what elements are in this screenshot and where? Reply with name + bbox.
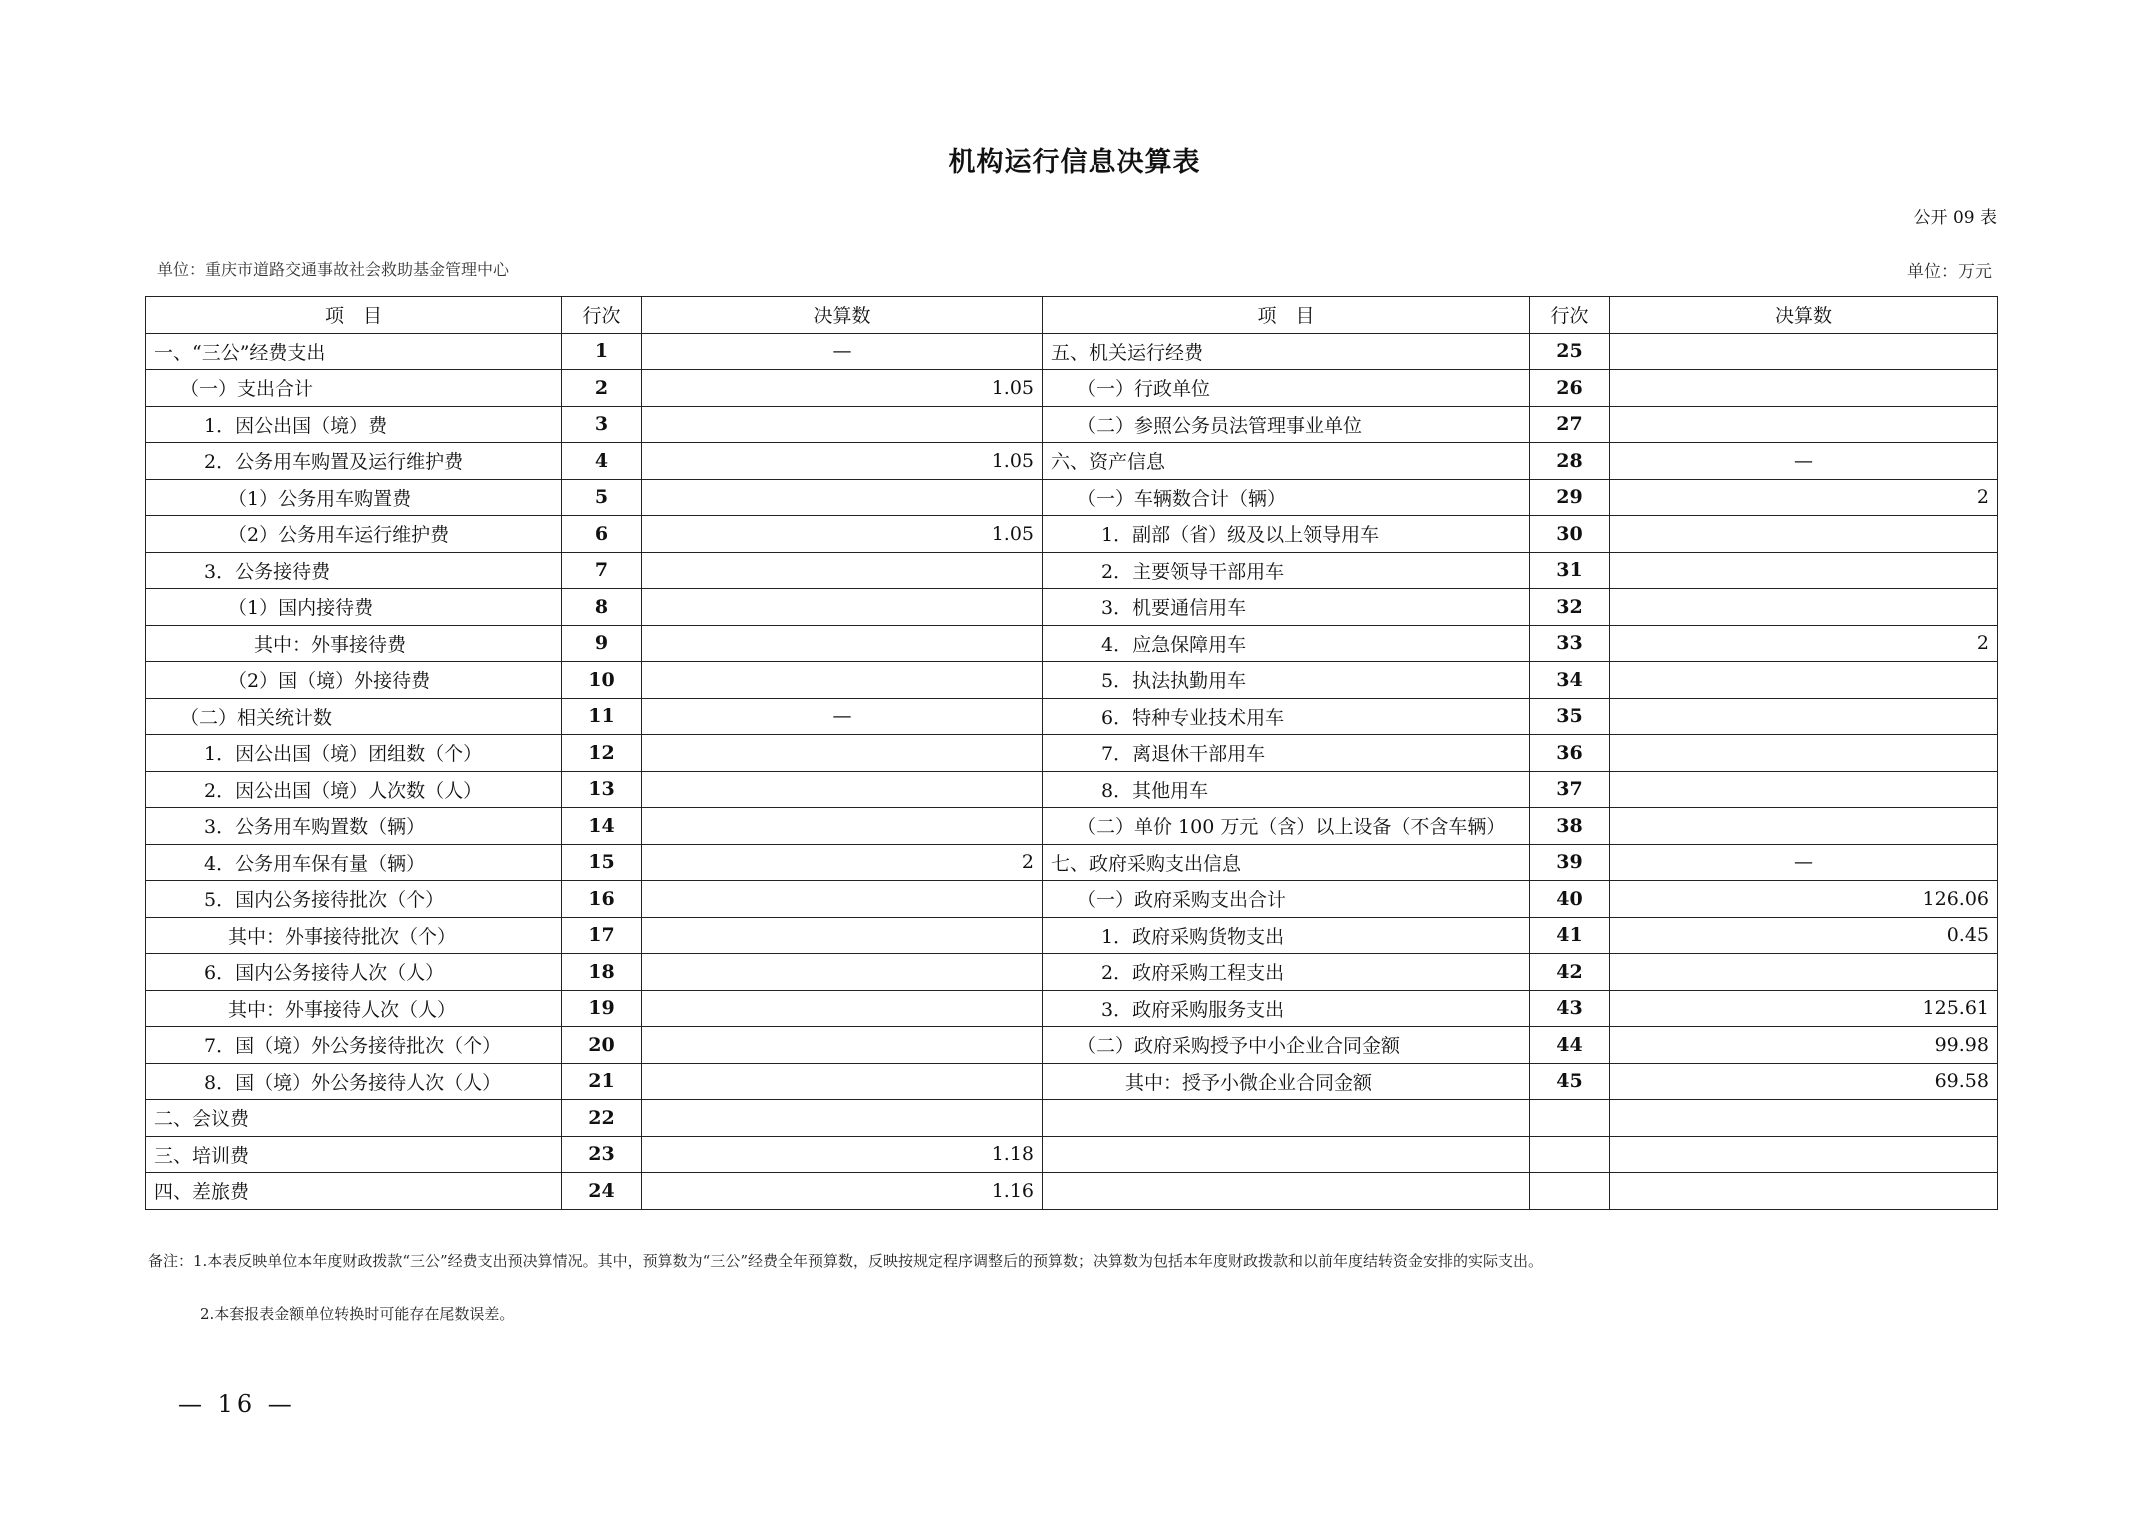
left-item-label: 1．因公出国（境）团组数（个） xyxy=(146,735,562,772)
table-row xyxy=(146,1027,1998,1064)
right-row-number: 40 xyxy=(1530,881,1610,918)
right-item-label: 6．特种专业技术用车 xyxy=(1043,698,1530,735)
right-amount xyxy=(1610,1100,1998,1137)
right-item-label: 8．其他用车 xyxy=(1043,771,1530,808)
page-title: 机构运行信息决算表 xyxy=(948,147,1201,178)
left-amount xyxy=(642,990,1043,1027)
right-row-number: 33 xyxy=(1530,625,1610,662)
right-row-number xyxy=(1530,1173,1610,1210)
right-item-label: 其中：授予小微企业合同金额 xyxy=(1043,1063,1530,1100)
right-amount xyxy=(1610,370,1998,407)
right-row-number: 45 xyxy=(1530,1063,1610,1100)
right-amount xyxy=(1610,771,1998,808)
currency-unit: 单位：万元 xyxy=(1907,262,1992,282)
left-amount xyxy=(642,552,1043,589)
header-item-right: 项 目 xyxy=(1043,297,1530,334)
form-code: 公开 09 表 xyxy=(1913,208,1997,228)
table-row xyxy=(146,589,1998,626)
right-row-number: 42 xyxy=(1530,954,1610,991)
left-amount xyxy=(642,917,1043,954)
table-row xyxy=(146,917,1998,954)
right-row-number xyxy=(1530,1100,1610,1137)
right-item-label: 3．机要通信用车 xyxy=(1043,589,1530,626)
right-item-label xyxy=(1043,1136,1530,1173)
right-item-label: 3．政府采购服务支出 xyxy=(1043,990,1530,1027)
right-amount xyxy=(1610,552,1998,589)
table-row xyxy=(146,1173,1998,1210)
page-number: — 16 — xyxy=(178,1390,296,1418)
right-row-number: 34 xyxy=(1530,662,1610,699)
left-row-number: 12 xyxy=(562,735,642,772)
left-item-label: 8．国（境）外公务接待人次（人） xyxy=(146,1063,562,1100)
left-item-label: 7．国（境）外公务接待批次（个） xyxy=(146,1027,562,1064)
left-row-number: 15 xyxy=(562,844,642,881)
left-item-label: 1．因公出国（境）费 xyxy=(146,406,562,443)
footnote-2: 2.本套报表金额单位转换时可能存在尾数误差。 xyxy=(200,1305,515,1323)
left-item-label: （2）国（境）外接待费 xyxy=(146,662,562,699)
right-amount xyxy=(1610,954,1998,991)
left-row-number: 4 xyxy=(562,443,642,480)
right-amount xyxy=(1610,589,1998,626)
left-amount xyxy=(642,1100,1043,1137)
left-row-number: 7 xyxy=(562,552,642,589)
left-item-label: 二、会议费 xyxy=(146,1100,562,1137)
table-row xyxy=(146,771,1998,808)
table-row xyxy=(146,625,1998,662)
left-item-label: 2．因公出国（境）人次数（人） xyxy=(146,771,562,808)
left-item-label: 其中：外事接待费 xyxy=(146,625,562,662)
table-row xyxy=(146,844,1998,881)
left-amount xyxy=(642,771,1043,808)
left-amount xyxy=(642,589,1043,626)
right-row-number: 39 xyxy=(1530,844,1610,881)
table-header-row xyxy=(146,297,1998,334)
left-row-number: 11 xyxy=(562,698,642,735)
right-row-number: 29 xyxy=(1530,479,1610,516)
right-item-label: （二）单价 100 万元（含）以上设备（不含车辆） xyxy=(1043,808,1530,845)
right-item-label: （二）参照公务员法管理事业单位 xyxy=(1043,406,1530,443)
right-item-label: 7．离退休干部用车 xyxy=(1043,735,1530,772)
left-row-number: 2 xyxy=(562,370,642,407)
right-amount xyxy=(1610,735,1998,772)
left-row-number: 8 xyxy=(562,589,642,626)
right-row-number: 37 xyxy=(1530,771,1610,808)
right-item-label: 1．政府采购货物支出 xyxy=(1043,917,1530,954)
left-row-number: 22 xyxy=(562,1100,642,1137)
left-item-label: （一）支出合计 xyxy=(146,370,562,407)
left-amount: 1.05 xyxy=(642,443,1043,480)
right-amount: 0.45 xyxy=(1610,917,1998,954)
right-item-label: 七、政府采购支出信息 xyxy=(1043,844,1530,881)
left-item-label: （1）公务用车购置费 xyxy=(146,479,562,516)
right-row-number: 30 xyxy=(1530,516,1610,553)
table-row xyxy=(146,1063,1998,1100)
right-row-number: 31 xyxy=(1530,552,1610,589)
left-item-label: （2）公务用车运行维护费 xyxy=(146,516,562,553)
table-row xyxy=(146,990,1998,1027)
left-item-label: 3．公务接待费 xyxy=(146,552,562,589)
header-item-left: 项 目 xyxy=(146,297,562,334)
table-row xyxy=(146,333,1998,370)
right-item-label: 2．政府采购工程支出 xyxy=(1043,954,1530,991)
left-row-number: 20 xyxy=(562,1027,642,1064)
left-row-number: 5 xyxy=(562,479,642,516)
left-row-number: 23 xyxy=(562,1136,642,1173)
left-amount xyxy=(642,735,1043,772)
left-item-label: 4．公务用车保有量（辆） xyxy=(146,844,562,881)
left-row-number: 9 xyxy=(562,625,642,662)
left-amount: 2 xyxy=(642,844,1043,881)
left-item-label: 其中：外事接待批次（个） xyxy=(146,917,562,954)
right-amount xyxy=(1610,516,1998,553)
table-row xyxy=(146,443,1998,480)
right-amount xyxy=(1610,698,1998,735)
left-item-label: 6．国内公务接待人次（人） xyxy=(146,954,562,991)
right-row-number: 27 xyxy=(1530,406,1610,443)
right-amount: 69.58 xyxy=(1610,1063,1998,1100)
right-item-label: 五、机关运行经费 xyxy=(1043,333,1530,370)
left-row-number: 1 xyxy=(562,333,642,370)
table-row xyxy=(146,662,1998,699)
right-amount: 125.61 xyxy=(1610,990,1998,1027)
left-row-number: 17 xyxy=(562,917,642,954)
right-row-number: 38 xyxy=(1530,808,1610,845)
reporting-unit: 单位：重庆市道路交通事故社会救助基金管理中心 xyxy=(157,260,510,279)
table-row xyxy=(146,1136,1998,1173)
table-row xyxy=(146,808,1998,845)
left-row-number: 6 xyxy=(562,516,642,553)
left-amount xyxy=(642,954,1043,991)
left-amount xyxy=(642,479,1043,516)
left-amount xyxy=(642,1027,1043,1064)
left-row-number: 19 xyxy=(562,990,642,1027)
left-row-number: 14 xyxy=(562,808,642,845)
right-item-label: （一）行政单位 xyxy=(1043,370,1530,407)
right-row-number: 32 xyxy=(1530,589,1610,626)
left-amount: — xyxy=(642,698,1043,735)
left-row-number: 13 xyxy=(562,771,642,808)
header-amount-left: 决算数 xyxy=(642,297,1043,334)
left-amount: 1.05 xyxy=(642,516,1043,553)
header-rowno-left: 行次 xyxy=(562,297,642,334)
table-row xyxy=(146,881,1998,918)
right-amount xyxy=(1610,1173,1998,1210)
left-item-label: 2．公务用车购置及运行维护费 xyxy=(146,443,562,480)
left-amount: 1.16 xyxy=(642,1173,1043,1210)
right-amount: 126.06 xyxy=(1610,881,1998,918)
left-amount: 1.05 xyxy=(642,370,1043,407)
left-row-number: 3 xyxy=(562,406,642,443)
left-item-label: 三、培训费 xyxy=(146,1136,562,1173)
left-item-label: 3．公务用车购置数（辆） xyxy=(146,808,562,845)
left-amount: — xyxy=(642,333,1043,370)
right-amount: 2 xyxy=(1610,479,1998,516)
table-row xyxy=(146,735,1998,772)
right-amount: — xyxy=(1610,443,1998,480)
right-amount: — xyxy=(1610,844,1998,881)
right-amount: 99.98 xyxy=(1610,1027,1998,1064)
header-amount-right: 决算数 xyxy=(1610,297,1998,334)
left-item-label: 5．国内公务接待批次（个） xyxy=(146,881,562,918)
table-row xyxy=(146,552,1998,589)
left-item-label: 一、“三公”经费支出 xyxy=(146,333,562,370)
left-amount xyxy=(642,1063,1043,1100)
right-row-number: 36 xyxy=(1530,735,1610,772)
left-row-number: 10 xyxy=(562,662,642,699)
right-row-number: 25 xyxy=(1530,333,1610,370)
left-amount xyxy=(642,808,1043,845)
right-item-label: 2．主要领导干部用车 xyxy=(1043,552,1530,589)
left-amount xyxy=(642,625,1043,662)
table-row xyxy=(146,954,1998,991)
right-row-number: 28 xyxy=(1530,443,1610,480)
right-item-label: （一）车辆数合计（辆） xyxy=(1043,479,1530,516)
table-row xyxy=(146,370,1998,407)
right-item-label: 六、资产信息 xyxy=(1043,443,1530,480)
left-row-number: 16 xyxy=(562,881,642,918)
table-row xyxy=(146,516,1998,553)
right-item-label: 5．执法执勤用车 xyxy=(1043,662,1530,699)
right-row-number: 35 xyxy=(1530,698,1610,735)
table-row xyxy=(146,479,1998,516)
right-item-label: （一）政府采购支出合计 xyxy=(1043,881,1530,918)
left-amount: 1.18 xyxy=(642,1136,1043,1173)
left-amount xyxy=(642,662,1043,699)
left-amount xyxy=(642,881,1043,918)
left-amount xyxy=(642,406,1043,443)
right-item-label: 1．副部（省）级及以上领导用车 xyxy=(1043,516,1530,553)
right-item-label xyxy=(1043,1173,1530,1210)
right-amount xyxy=(1610,406,1998,443)
left-row-number: 18 xyxy=(562,954,642,991)
left-item-label: （1）国内接待费 xyxy=(146,589,562,626)
left-item-label: 四、差旅费 xyxy=(146,1173,562,1210)
left-row-number: 21 xyxy=(562,1063,642,1100)
right-row-number: 41 xyxy=(1530,917,1610,954)
right-row-number: 43 xyxy=(1530,990,1610,1027)
footnote-1: 备注：1.本表反映单位本年度财政拨款“三公”经费支出预决算情况。其中，预算数为“三公”经费全年预算数，反映按规定程序调整后的预算数；决算数为包括本年度财政拨款和以前年度结转资金安排的实际支出。 xyxy=(148,1252,1543,1270)
right-amount xyxy=(1610,808,1998,845)
right-amount xyxy=(1610,662,1998,699)
table-row xyxy=(146,406,1998,443)
right-item-label: （二）政府采购授予中小企业合同金额 xyxy=(1043,1027,1530,1064)
header-rowno-right: 行次 xyxy=(1530,297,1610,334)
right-amount xyxy=(1610,333,1998,370)
left-row-number: 24 xyxy=(562,1173,642,1210)
right-amount: 2 xyxy=(1610,625,1998,662)
left-item-label: 其中：外事接待人次（人） xyxy=(146,990,562,1027)
statement-table xyxy=(145,296,1998,1210)
right-row-number: 26 xyxy=(1530,370,1610,407)
left-item-label: （二）相关统计数 xyxy=(146,698,562,735)
table-row xyxy=(146,698,1998,735)
right-amount xyxy=(1610,1136,1998,1173)
right-item-label: 4．应急保障用车 xyxy=(1043,625,1530,662)
right-row-number: 44 xyxy=(1530,1027,1610,1064)
right-item-label xyxy=(1043,1100,1530,1137)
table-row xyxy=(146,1100,1998,1137)
right-row-number xyxy=(1530,1136,1610,1173)
